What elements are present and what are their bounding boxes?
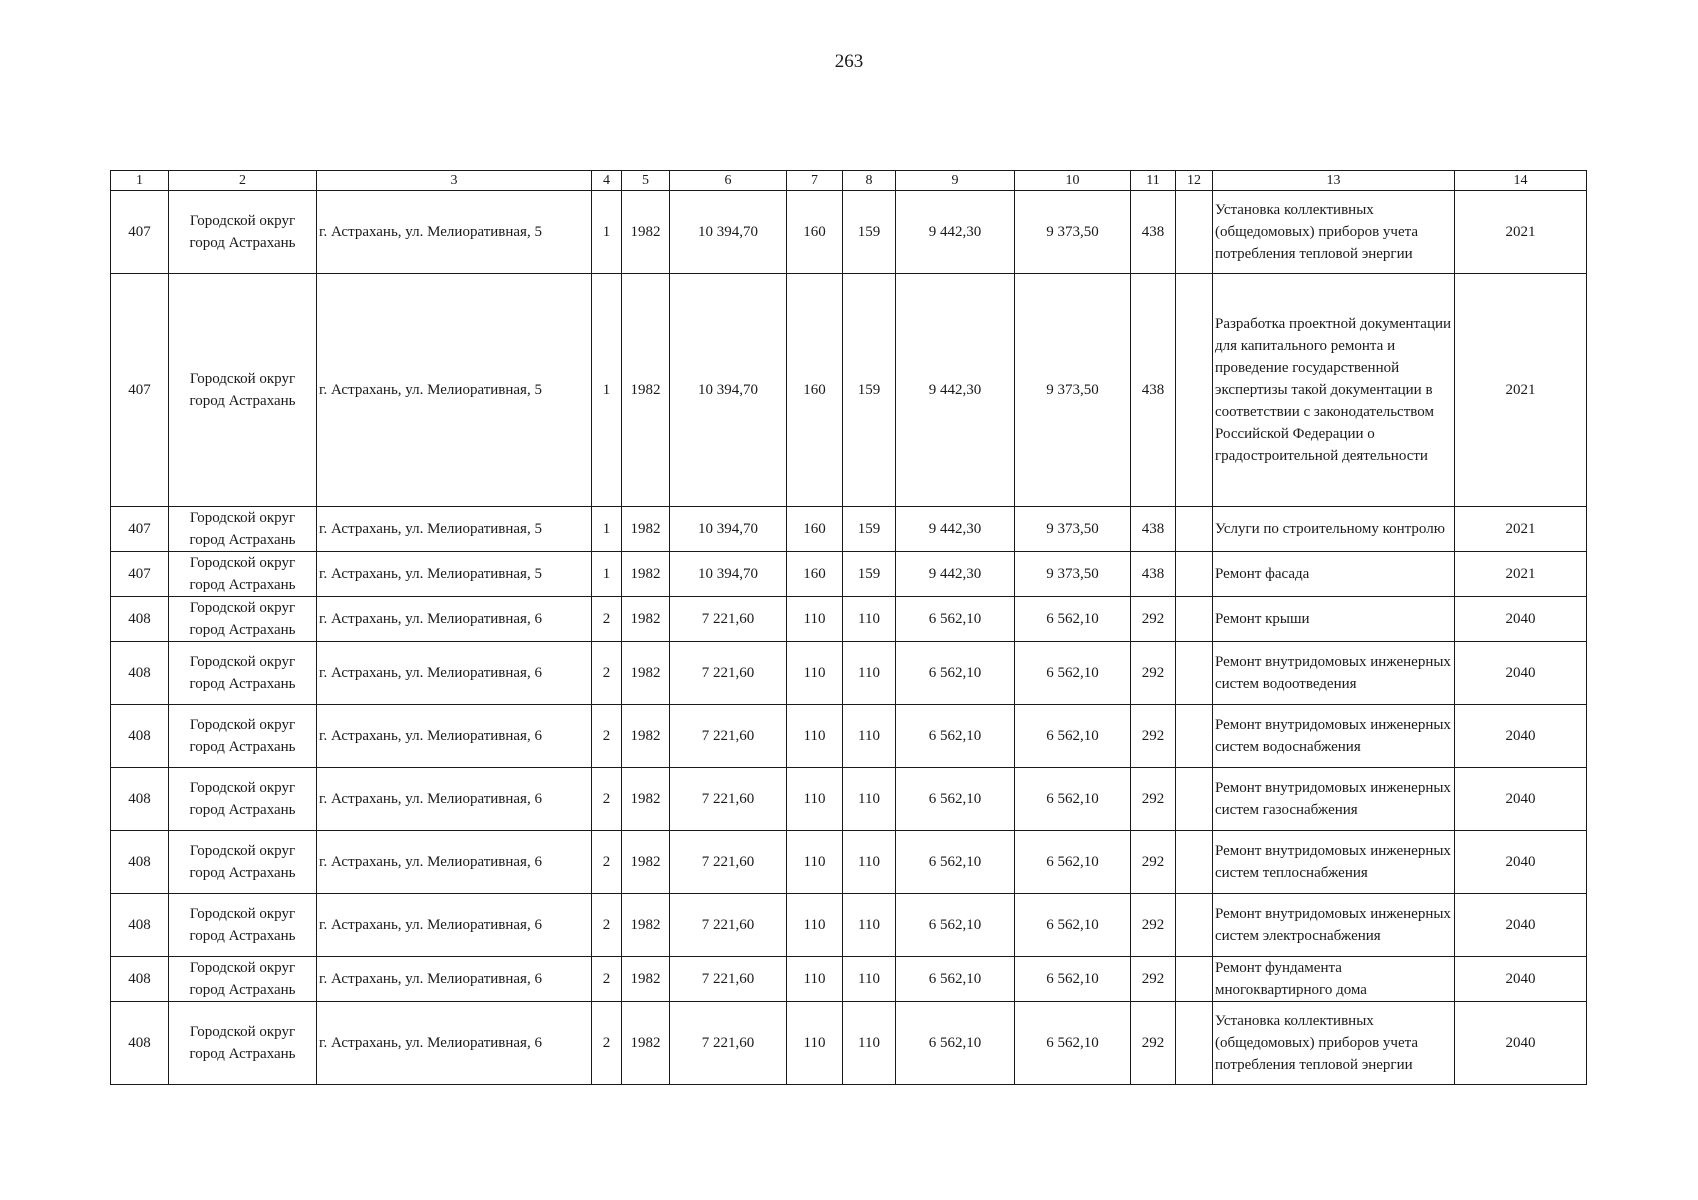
address: г. Астрахань, ул. Мелиоративная, 6	[317, 705, 592, 768]
table-row	[111, 597, 1587, 642]
page-number: 263	[834, 51, 864, 72]
year: 1982	[622, 768, 670, 831]
work-type: Установка коллективных (общедомовых) приборов учета потребления тепловой энергии	[1213, 1002, 1455, 1085]
cell-4: 2	[592, 894, 622, 957]
cell-8: 159	[843, 274, 896, 507]
planned-year: 2021	[1455, 191, 1587, 274]
column-header-11: 11	[1131, 171, 1176, 191]
municipality: Городской округ город Астрахань	[169, 274, 317, 507]
municipality: Городской округ город Астрахань	[169, 831, 317, 894]
cell-12	[1176, 1002, 1213, 1085]
cell-6: 7 221,60	[670, 597, 787, 642]
cell-7: 160	[787, 191, 843, 274]
row-number: 407	[111, 274, 169, 507]
year: 1982	[622, 191, 670, 274]
cell-8: 110	[843, 705, 896, 768]
cell-6: 7 221,60	[670, 831, 787, 894]
cell-4: 2	[592, 597, 622, 642]
cell-11: 438	[1131, 274, 1176, 507]
cell-8: 159	[843, 552, 896, 597]
year: 1982	[622, 552, 670, 597]
cell-7: 160	[787, 552, 843, 597]
municipality: Городской округ город Астрахань	[169, 957, 317, 1002]
cell-4: 1	[592, 552, 622, 597]
cell-12	[1176, 642, 1213, 705]
year: 1982	[622, 894, 670, 957]
cell-8: 110	[843, 768, 896, 831]
municipality: Городской округ город Астрахань	[169, 507, 317, 552]
municipality: Городской округ город Астрахань	[169, 1002, 317, 1085]
cell-6: 7 221,60	[670, 642, 787, 705]
planned-year: 2040	[1455, 705, 1587, 768]
cell-6: 7 221,60	[670, 894, 787, 957]
cell-10: 6 562,10	[1015, 768, 1131, 831]
work-type: Разработка проектной документации для капитального ремонта и проведение государственной экспертизы такой документации в соответствии с законодательством Российской Федерации о градостроительной деятельности	[1213, 274, 1455, 507]
cell-7: 110	[787, 597, 843, 642]
cell-7: 110	[787, 1002, 843, 1085]
work-type: Ремонт фундамента многоквартирного дома	[1213, 957, 1455, 1002]
cell-6: 7 221,60	[670, 768, 787, 831]
work-type: Услуги по строительному контролю	[1213, 507, 1455, 552]
cell-6: 10 394,70	[670, 507, 787, 552]
cell-4: 2	[592, 768, 622, 831]
year: 1982	[622, 597, 670, 642]
cell-9: 6 562,10	[896, 642, 1015, 705]
table-row	[111, 894, 1587, 957]
cell-12	[1176, 705, 1213, 768]
row-number: 408	[111, 642, 169, 705]
cell-10: 6 562,10	[1015, 705, 1131, 768]
municipality: Городской округ город Астрахань	[169, 768, 317, 831]
table-row	[111, 507, 1587, 552]
address: г. Астрахань, ул. Мелиоративная, 5	[317, 552, 592, 597]
work-type: Ремонт внутридомовых инженерных систем водоснабжения	[1213, 705, 1455, 768]
cell-12	[1176, 274, 1213, 507]
row-number: 408	[111, 831, 169, 894]
cell-10: 6 562,10	[1015, 642, 1131, 705]
planned-year: 2040	[1455, 642, 1587, 705]
address: г. Астрахань, ул. Мелиоративная, 6	[317, 768, 592, 831]
row-number: 407	[111, 507, 169, 552]
planned-year: 2040	[1455, 1002, 1587, 1085]
work-type: Ремонт внутридомовых инженерных систем газоснабжения	[1213, 768, 1455, 831]
table-row	[111, 552, 1587, 597]
year: 1982	[622, 507, 670, 552]
column-header-14: 14	[1455, 171, 1587, 191]
column-header-1: 1	[111, 171, 169, 191]
cell-12	[1176, 597, 1213, 642]
cell-8: 110	[843, 642, 896, 705]
cell-4: 1	[592, 274, 622, 507]
cell-9: 6 562,10	[896, 957, 1015, 1002]
address: г. Астрахань, ул. Мелиоративная, 6	[317, 894, 592, 957]
address: г. Астрахань, ул. Мелиоративная, 6	[317, 831, 592, 894]
year: 1982	[622, 1002, 670, 1085]
municipality: Городской округ город Астрахань	[169, 642, 317, 705]
year: 1982	[622, 642, 670, 705]
row-number: 408	[111, 894, 169, 957]
cell-8: 110	[843, 894, 896, 957]
cell-8: 110	[843, 597, 896, 642]
address: г. Астрахань, ул. Мелиоративная, 6	[317, 957, 592, 1002]
cell-6: 10 394,70	[670, 191, 787, 274]
cell-10: 6 562,10	[1015, 597, 1131, 642]
address: г. Астрахань, ул. Мелиоративная, 5	[317, 191, 592, 274]
cell-11: 292	[1131, 1002, 1176, 1085]
column-header-7: 7	[787, 171, 843, 191]
planned-year: 2040	[1455, 768, 1587, 831]
table-row	[111, 642, 1587, 705]
year: 1982	[622, 705, 670, 768]
cell-10: 9 373,50	[1015, 552, 1131, 597]
cell-6: 7 221,60	[670, 705, 787, 768]
cell-8: 110	[843, 1002, 896, 1085]
column-header-10: 10	[1015, 171, 1131, 191]
planned-year: 2040	[1455, 831, 1587, 894]
row-number: 408	[111, 768, 169, 831]
table-row	[111, 768, 1587, 831]
column-header-8: 8	[843, 171, 896, 191]
cell-9: 9 442,30	[896, 552, 1015, 597]
cell-7: 110	[787, 894, 843, 957]
cell-6: 10 394,70	[670, 274, 787, 507]
cell-7: 110	[787, 831, 843, 894]
cell-4: 2	[592, 642, 622, 705]
column-header-3: 3	[317, 171, 592, 191]
cell-9: 9 442,30	[896, 507, 1015, 552]
row-number: 408	[111, 705, 169, 768]
cell-9: 9 442,30	[896, 274, 1015, 507]
cell-12	[1176, 768, 1213, 831]
cell-9: 6 562,10	[896, 894, 1015, 957]
cell-10: 9 373,50	[1015, 507, 1131, 552]
cell-11: 292	[1131, 831, 1176, 894]
cell-7: 110	[787, 768, 843, 831]
work-type: Ремонт внутридомовых инженерных систем водоотведения	[1213, 642, 1455, 705]
table-row	[111, 705, 1587, 768]
cell-4: 2	[592, 1002, 622, 1085]
cell-11: 292	[1131, 642, 1176, 705]
cell-10: 9 373,50	[1015, 191, 1131, 274]
cell-11: 292	[1131, 597, 1176, 642]
cell-9: 6 562,10	[896, 705, 1015, 768]
cell-7: 160	[787, 274, 843, 507]
address: г. Астрахань, ул. Мелиоративная, 5	[317, 274, 592, 507]
work-type: Установка коллективных (общедомовых) приборов учета потребления тепловой энергии	[1213, 191, 1455, 274]
table-row	[111, 274, 1587, 507]
table-row	[111, 191, 1587, 274]
cell-12	[1176, 552, 1213, 597]
row-number: 408	[111, 1002, 169, 1085]
planned-year: 2040	[1455, 597, 1587, 642]
cell-11: 438	[1131, 552, 1176, 597]
table-row	[111, 831, 1587, 894]
column-header-6: 6	[670, 171, 787, 191]
planned-year: 2040	[1455, 957, 1587, 1002]
work-type: Ремонт фасада	[1213, 552, 1455, 597]
year: 1982	[622, 274, 670, 507]
cell-8: 110	[843, 831, 896, 894]
cell-10: 9 373,50	[1015, 274, 1131, 507]
cell-8: 159	[843, 191, 896, 274]
cell-12	[1176, 831, 1213, 894]
cell-6: 7 221,60	[670, 957, 787, 1002]
cell-12	[1176, 507, 1213, 552]
cell-7: 160	[787, 507, 843, 552]
address: г. Астрахань, ул. Мелиоративная, 6	[317, 597, 592, 642]
address: г. Астрахань, ул. Мелиоративная, 6	[317, 1002, 592, 1085]
cell-11: 292	[1131, 768, 1176, 831]
cell-9: 6 562,10	[896, 768, 1015, 831]
capital-repair-table	[110, 170, 1587, 1085]
table-body	[111, 191, 1587, 1085]
cell-7: 110	[787, 957, 843, 1002]
year: 1982	[622, 957, 670, 1002]
cell-9: 6 562,10	[896, 831, 1015, 894]
cell-10: 6 562,10	[1015, 1002, 1131, 1085]
address: г. Астрахань, ул. Мелиоративная, 6	[317, 642, 592, 705]
municipality: Городской округ город Астрахань	[169, 597, 317, 642]
municipality: Городской округ город Астрахань	[169, 191, 317, 274]
column-header-13: 13	[1213, 171, 1455, 191]
cell-9: 6 562,10	[896, 1002, 1015, 1085]
planned-year: 2021	[1455, 552, 1587, 597]
cell-11: 292	[1131, 894, 1176, 957]
cell-12	[1176, 191, 1213, 274]
column-header-9: 9	[896, 171, 1015, 191]
municipality: Городской округ город Астрахань	[169, 894, 317, 957]
cell-7: 110	[787, 705, 843, 768]
column-header-4: 4	[592, 171, 622, 191]
cell-11: 292	[1131, 957, 1176, 1002]
cell-11: 438	[1131, 507, 1176, 552]
municipality: Городской округ город Астрахань	[169, 705, 317, 768]
cell-10: 6 562,10	[1015, 831, 1131, 894]
row-number: 408	[111, 597, 169, 642]
cell-12	[1176, 957, 1213, 1002]
cell-9: 9 442,30	[896, 191, 1015, 274]
column-header-2: 2	[169, 171, 317, 191]
cell-4: 2	[592, 957, 622, 1002]
cell-11: 438	[1131, 191, 1176, 274]
column-header-12: 12	[1176, 171, 1213, 191]
cell-4: 2	[592, 705, 622, 768]
municipality: Городской округ город Астрахань	[169, 552, 317, 597]
column-number-row	[111, 171, 1587, 191]
row-number: 407	[111, 552, 169, 597]
cell-6: 10 394,70	[670, 552, 787, 597]
cell-8: 159	[843, 507, 896, 552]
cell-8: 110	[843, 957, 896, 1002]
address: г. Астрахань, ул. Мелиоративная, 5	[317, 507, 592, 552]
cell-4: 1	[592, 507, 622, 552]
row-number: 407	[111, 191, 169, 274]
work-type: Ремонт крыши	[1213, 597, 1455, 642]
cell-11: 292	[1131, 705, 1176, 768]
table-row	[111, 1002, 1587, 1085]
cell-10: 6 562,10	[1015, 894, 1131, 957]
cell-6: 7 221,60	[670, 1002, 787, 1085]
planned-year: 2021	[1455, 274, 1587, 507]
cell-10: 6 562,10	[1015, 957, 1131, 1002]
work-type: Ремонт внутридомовых инженерных систем теплоснабжения	[1213, 831, 1455, 894]
row-number: 408	[111, 957, 169, 1002]
cell-4: 1	[592, 191, 622, 274]
column-header-5: 5	[622, 171, 670, 191]
cell-12	[1176, 894, 1213, 957]
year: 1982	[622, 831, 670, 894]
planned-year: 2040	[1455, 894, 1587, 957]
planned-year: 2021	[1455, 507, 1587, 552]
table-row	[111, 957, 1587, 1002]
work-type: Ремонт внутридомовых инженерных систем электроснабжения	[1213, 894, 1455, 957]
cell-9: 6 562,10	[896, 597, 1015, 642]
cell-4: 2	[592, 831, 622, 894]
cell-7: 110	[787, 642, 843, 705]
